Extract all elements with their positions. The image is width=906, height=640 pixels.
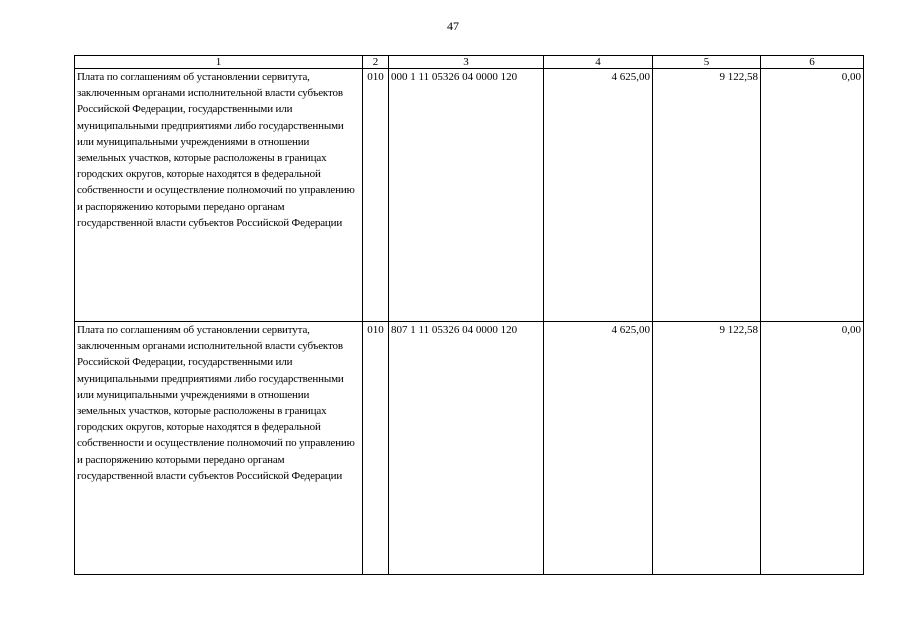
row-value-col4: 4 625,00 (544, 322, 653, 575)
column-header-4: 4 (544, 56, 653, 69)
column-header-2: 2 (363, 56, 389, 69)
table-row (75, 322, 864, 575)
report-table (74, 55, 864, 575)
row-value-col4: 4 625,00 (544, 69, 653, 322)
row-value-col5: 9 122,58 (653, 69, 761, 322)
row-description: Плата по соглашениям об установлении сервитута, заключенным органами исполнительной власти субъектов Российской Федерации, государственными или муниципальными предприятиями либо государственными или муниципальными учреждениями в отношении земельных участков, которые расположены в границах городских округов, которые находятся в федеральной собственности и осуществление полномочий по управлению и распоряжению которыми передано органам государственной власти субъектов Российской Федерации (75, 69, 363, 322)
row-budget-code: 000 1 11 05326 04 0000 120 (389, 69, 544, 322)
column-header-1: 1 (75, 56, 363, 69)
table-row (75, 69, 864, 322)
row-value-col6: 0,00 (761, 322, 864, 575)
row-value-col5: 9 122,58 (653, 322, 761, 575)
row-description: Плата по соглашениям об установлении сервитута, заключенным органами исполнительной власти субъектов Российской Федерации, государственными или муниципальными предприятиями либо государственными или муниципальными учреждениями в отношении земельных участков, которые расположены в границах городских округов, которые находятся в федеральной собственности и осуществление полномочий по управлению и распоряжению которыми передано органам государственной власти субъектов Российской Федерации (75, 322, 363, 575)
row-code: 010 (363, 69, 389, 322)
column-header-6: 6 (761, 56, 864, 69)
page-number: 47 (447, 19, 459, 33)
header-row (75, 56, 864, 69)
row-code: 010 (363, 322, 389, 575)
column-header-3: 3 (389, 56, 544, 69)
column-header-5: 5 (653, 56, 761, 69)
row-budget-code: 807 1 11 05326 04 0000 120 (389, 322, 544, 575)
row-value-col6: 0,00 (761, 69, 864, 322)
